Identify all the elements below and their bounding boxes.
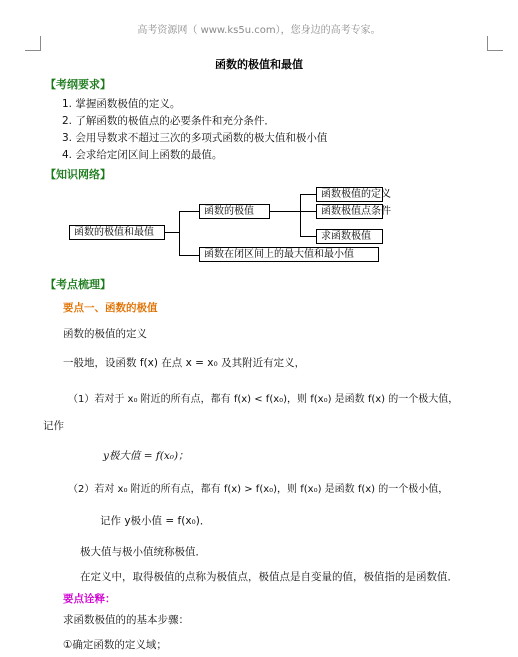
requirements-heading: 【考纲要求】 [45, 78, 111, 91]
connector-condition-down [300, 211, 301, 236]
connector-root-vertical [179, 211, 180, 255]
network-heading: 【知识网络】 [45, 168, 111, 181]
case2-formula: 记作 y极小值 = f(x₀)． [100, 515, 211, 527]
requirement-item: 1. 掌握函数极值的定义。 [62, 98, 181, 110]
point1-heading: 要点一、函数的极值 [63, 302, 158, 314]
page-header: 高考资源网（ www.ks5u.com），您身边的高考专家。 [137, 25, 381, 36]
requirement-item: 3. 会用导数求不超过三次的多项式函数的极大值和极小值 [62, 132, 328, 144]
steps-title: 求函数极值的的基本步骤： [63, 614, 189, 626]
definition-note: 在定义中，取得极值的点称为极值点，极值点是自变量的值，极值指的是函数值． [80, 571, 458, 583]
connector-to-interval [179, 255, 199, 256]
review-heading: 【考点梳理】 [45, 278, 111, 291]
network-root-box: 函数的极值和最值 [69, 225, 165, 240]
case1-formula: y极大值 = f(x₀)； [103, 450, 189, 462]
definition-title: 函数的极值的定义 [63, 328, 147, 340]
unify-statement: 极大值与极小值统称极值． [80, 546, 206, 558]
network-branch-interval: 函数在闭区间上的最大值和最小值 [199, 247, 379, 262]
requirement-item: 2. 了解函数的极值点的必要条件和充分条件． [62, 115, 275, 127]
connector-to-find [300, 236, 316, 237]
connector-to-extreme [179, 211, 199, 212]
case2-text: （2）若对 x₀ 附近的所有点，都有 f(x) > f(x₀)，则 f(x₀) 是函数 f(x) 的一个极小值， [68, 484, 449, 495]
connector-root-right [165, 232, 179, 233]
network-branch-extreme: 函数的极值 [199, 204, 270, 219]
case1-note: 记作 [43, 420, 64, 432]
crop-mark-right-v [487, 36, 488, 51]
crop-mark-left-h [25, 50, 41, 51]
crop-mark-left-v [40, 36, 41, 51]
connector-extreme-right [270, 211, 300, 212]
step-1: ①确定函数的定义域； [63, 639, 167, 651]
crop-mark-right-h [487, 50, 503, 51]
case1-text: （1）若对于 x₀ 附近的所有点，都有 f(x) < f(x₀)，则 f(x₀) 是函数 f(x) 的一个极大值， [68, 394, 459, 405]
general-statement: 一般地，设函数 f(x) 在点 x = x₀ 及其附近有定义， [63, 357, 306, 369]
notes-heading: 要点诠释： [63, 593, 116, 605]
network-leaf-condition: 函数极值点条件 [316, 204, 383, 219]
connector-extreme-vertical [300, 194, 301, 212]
document-title: 函数的极值和最值 [215, 58, 303, 71]
connector-to-definition [300, 194, 316, 195]
network-leaf-find: 求函数极值 [316, 229, 383, 244]
connector-to-condition [300, 211, 316, 212]
requirement-item: 4. 会求给定闭区间上函数的最值。 [62, 149, 223, 161]
network-leaf-definition: 函数极值的定义 [316, 187, 383, 202]
